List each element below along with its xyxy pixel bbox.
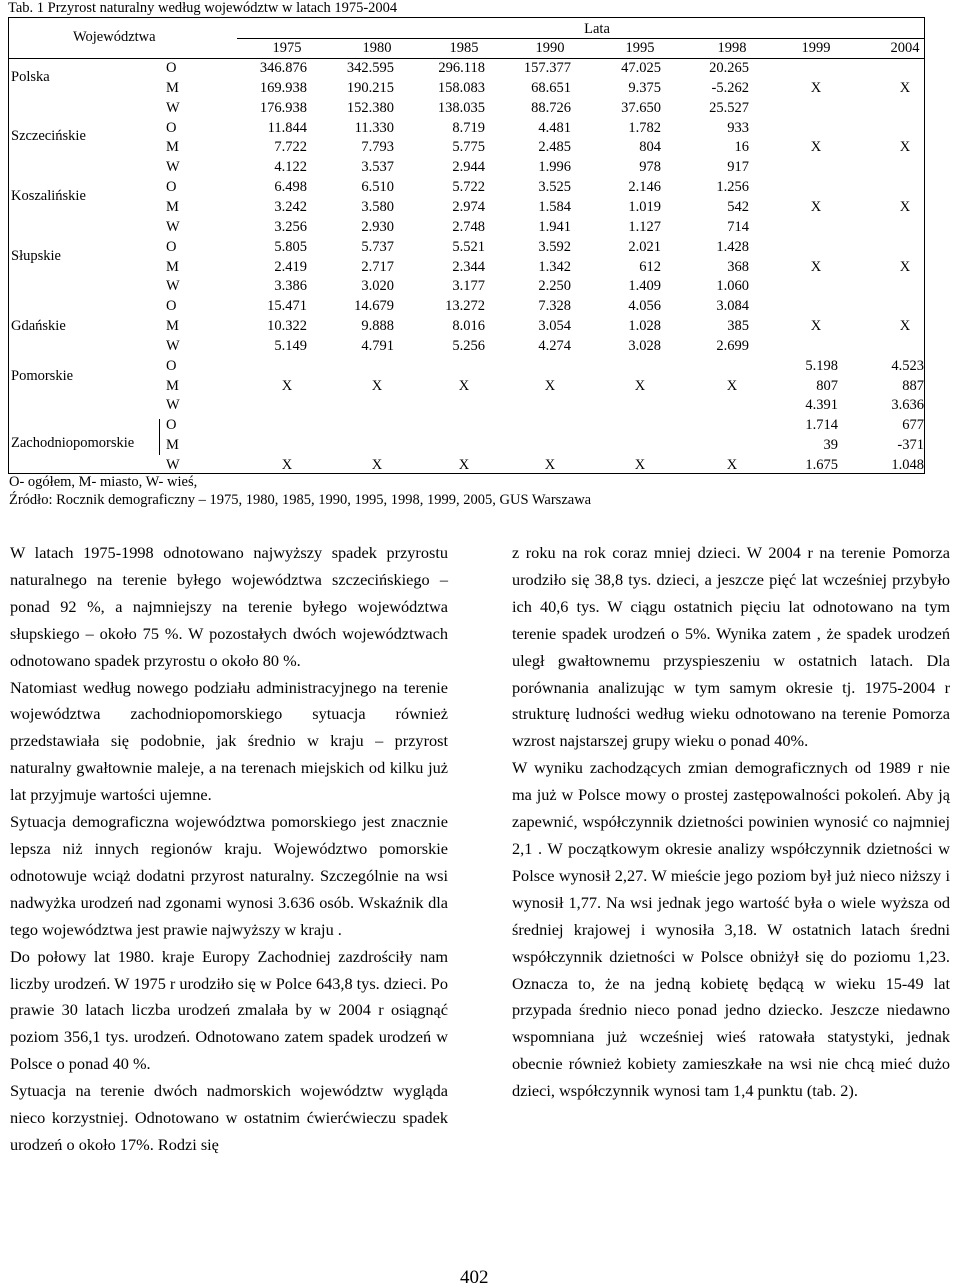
table-cell: 1.996 — [538, 159, 571, 176]
merged-x-mark: X — [810, 139, 822, 156]
region-name: Słupskie — [11, 247, 61, 264]
row-type-label: O — [166, 60, 177, 76]
table-cell: 3.028 — [628, 337, 661, 354]
table-cell: 16 — [734, 139, 749, 156]
table-cell: 3.525 — [538, 179, 571, 196]
row-type-label: W — [166, 99, 180, 116]
table-cell: 25.527 — [709, 99, 749, 116]
table-cell: 1.428 — [716, 238, 749, 255]
year-header: 1999 — [801, 40, 831, 56]
table-cell: 1.256 — [716, 179, 749, 196]
table-cell: 7.328 — [538, 298, 571, 315]
table-cell: 7.722 — [274, 139, 307, 156]
table-cell: 152.380 — [346, 99, 394, 116]
paragraph: Do połowy lat 1980. kraje Europy Zachodniej zazdrościły nam liczby urodzeń. W 1975 r urodziło się w Polce 643,8 tys. dzieci. Po prawie 30 latach liczba urodzeń zmalała by w 2004 r osiągnąć poziom 356,1 tys. urodzeń. Odnotowano zatem spadek urodzeń w Polsce o ponad 40 %. — [10, 946, 449, 1074]
right-text-column — [512, 540, 950, 1105]
table-cell: 5.198 — [805, 357, 838, 374]
name-column-divider — [159, 419, 160, 455]
table-cell: 8.016 — [452, 318, 485, 335]
table-cell: 4.122 — [274, 159, 307, 176]
table-cell: 47.025 — [621, 60, 661, 76]
table-cell: 4.056 — [628, 298, 661, 315]
corner-header: Województwa — [73, 29, 156, 45]
table-cell: 1.019 — [628, 198, 661, 215]
table-cell: 1.675 — [805, 457, 838, 473]
merged-x-mark: X — [726, 377, 738, 394]
table-cell: 8.719 — [452, 119, 485, 136]
table-cell: 169.938 — [259, 79, 307, 96]
paragraph: Natomiast według nowego podziału administracyjnego na terenie województwa zachodniopomorskiego sytuacja również przedstawiała się podobnie, jak średnio w kraju – przyrost naturalny gwałtownie maleje, a na terenach miejskich od kilku już lat przyjmuje wartości ujemne. — [10, 677, 448, 805]
table-cell: 5.805 — [274, 238, 307, 255]
row-type-label: M — [166, 198, 179, 215]
table-cell: 4.481 — [538, 119, 571, 136]
table-cell: 176.938 — [259, 99, 307, 116]
table-cell: 6.510 — [361, 179, 394, 196]
table-cell: 4.391 — [805, 397, 838, 414]
table-cell: 2.344 — [452, 258, 485, 275]
left-text-column — [10, 540, 448, 1159]
year-header: 2004 — [890, 40, 920, 56]
page-number: 402 — [460, 1267, 489, 1288]
header-bottom-border — [9, 58, 924, 59]
years-group-header: Lata — [584, 21, 610, 37]
table-cell: 2.021 — [628, 238, 661, 255]
table-cell: 14.679 — [354, 298, 394, 315]
table-cell: 68.651 — [531, 79, 571, 96]
table-cell: 3.386 — [274, 278, 307, 295]
row-type-label: W — [166, 278, 180, 295]
merged-x-mark: X — [810, 258, 822, 275]
table-cell: 11.844 — [267, 119, 307, 136]
merged-x-mark: X — [634, 377, 646, 394]
table-cell: 2.485 — [538, 139, 571, 156]
table-cell: 9.888 — [361, 318, 394, 335]
table-cell: 157.377 — [523, 60, 571, 76]
region-name: Pomorskie — [11, 367, 74, 384]
paragraph: W latach 1975-1998 odnotowano najwyższy spadek przyrostu naturalnego na terenie byłego województwa szczecińskiego – ponad 92 %, a najmniejszy na terenie byłego województwa słupskiego – około 75 %. W pozostałych dwóch województwach odnotowano spadek przyrostu o około 80 %. — [10, 543, 448, 670]
table-cell: 1.342 — [538, 258, 571, 275]
merged-x-mark: X — [899, 318, 911, 335]
region-name: Koszalińskie — [11, 188, 86, 205]
table-cell: 10.322 — [267, 318, 307, 335]
row-type-label: O — [166, 417, 177, 434]
table-cell: 342.595 — [346, 60, 394, 76]
year-header: 1995 — [625, 40, 655, 56]
table-cell: 4.274 — [538, 337, 571, 354]
row-type-label: W — [166, 337, 180, 354]
table-cell: 13.272 — [445, 298, 485, 315]
table-cell: 1.028 — [628, 318, 661, 335]
table-cell: 612 — [639, 258, 661, 275]
source-note: Źródło: Rocznik demograficzny – 1975, 1980, 1985, 1990, 1995, 1998, 1999, 2005, GUS Warszawa — [9, 492, 592, 508]
table-cell: 3.054 — [538, 318, 571, 335]
row-type-label: M — [166, 79, 179, 96]
table-cell: 5.521 — [452, 238, 485, 255]
merged-x-mark: X — [899, 258, 911, 275]
table-cell: 2.419 — [274, 258, 307, 275]
row-type-label: W — [166, 159, 180, 176]
table-cell: 368 — [727, 258, 749, 275]
table-cell: 3.256 — [274, 218, 307, 235]
merged-x-mark: X — [458, 457, 470, 473]
table-cell: 15.471 — [267, 298, 307, 315]
table-cell: 5.737 — [361, 238, 394, 255]
table-cell: 3.084 — [716, 298, 749, 315]
table-cell: 9.375 — [628, 79, 661, 96]
row-type-label: M — [166, 258, 179, 275]
year-header: 1985 — [449, 40, 479, 56]
table-cell: 677 — [902, 417, 924, 434]
table-cell: -5.262 — [711, 79, 749, 96]
table-cell: 3.242 — [274, 198, 307, 215]
merged-x-mark: X — [544, 457, 556, 473]
table-cell: 2.944 — [452, 159, 485, 176]
paragraph: z roku na rok coraz mniej dzieci. W 2004 r na terenie Pomorza urodziło się 38,8 tys. dzieci, a jeszcze pięć lat wcześniej przybyło ich 40,6 tys. W ciągu ostatnich pięciu lat odnotowano na tym terenie spadek urodzeń o 5%. Wynika zatem , że spadek urodzeń uległ gwałtownemu przyspieszeniu w ostatnich latach. Dla porównania analizując w tym samym okresie tj. 1975-2004 r strukturę ludności według wieku odnotowano na terenie Pomorza wzrost najstarszej grupy wieku o ponad 40%. — [512, 543, 950, 751]
merged-x-mark: X — [458, 377, 470, 394]
year-header: 1975 — [272, 40, 302, 56]
year-header: 1980 — [362, 40, 392, 56]
row-type-label: O — [166, 179, 177, 196]
merged-x-mark: X — [281, 377, 293, 394]
table-cell: 4.523 — [891, 357, 924, 374]
table-cell: 1.584 — [538, 198, 571, 215]
region-name: Polska — [11, 68, 50, 85]
merged-x-mark: X — [726, 457, 738, 473]
merged-x-mark: X — [544, 377, 556, 394]
table-cell: 1.714 — [805, 417, 838, 434]
legend-note: O- ogółem, M- miasto, W- wieś, — [9, 474, 198, 490]
row-type-label: M — [166, 377, 179, 394]
table-cell: 138.035 — [437, 99, 485, 116]
merged-x-mark: X — [810, 79, 822, 96]
table-cell: 1.127 — [628, 218, 661, 235]
table-cell: 2.146 — [628, 179, 661, 196]
row-type-label: W — [166, 218, 180, 235]
table-cell: 39 — [823, 437, 838, 454]
table-cell: 4.791 — [361, 337, 394, 354]
table-cell: 887 — [902, 377, 924, 394]
row-type-label: W — [166, 457, 180, 473]
population-growth-table — [8, 17, 925, 474]
table-cell: 20.265 — [709, 60, 749, 76]
year-header: 1990 — [535, 40, 565, 56]
table-cell: 1.048 — [891, 457, 924, 473]
table-caption: Tab. 1 Przyrost naturalny według województw w latach 1975-2004 — [8, 0, 398, 16]
merged-x-mark: X — [810, 318, 822, 335]
paragraph: W wyniku zachodzących zmian demograficznych od 1989 r nie ma już w Polsce mowy o prostej zastępowalności pokoleń. Aby ją zapewnić, współczynnik dzietności powinien wynosić co najmniej 2,1 . W początkowym okresie analizy współczynnik dzietności w Polsce wynosił 2,27. W mieście jego poziom był już nieco niższy i wynosił 1,77. Na wsi jednak jego wartość była o wiele wyższa od średniej krajowej i wynosiła 3,18. W ostatnich latach średni współczynnik dzietności w Polsce obniżył się do poziomu 1,23. Oznacza to, że na jedną kobietę będącą w wieku 15-49 lat przypada średnio nieco ponad jedno dziecko. Jeszcze niedawno wspomniana już wcześniej wieś ratowała statystyki, jednak obecnie również kobiety zamieszkałe na wsi nie chcą mieć dużo dzieci, współczynnik wynosi tam 1,4 punktu (tab. 2). — [512, 758, 950, 1101]
table-cell: 5.149 — [274, 337, 307, 354]
table-cell: 11.330 — [354, 119, 394, 136]
table-cell: 933 — [727, 119, 749, 136]
merged-x-mark: X — [634, 457, 646, 473]
table-cell: 1.409 — [628, 278, 661, 295]
table-cell: 2.974 — [452, 198, 485, 215]
table-cell: 542 — [727, 198, 749, 215]
region-name: Zachodniopomorskie — [11, 435, 135, 452]
row-type-label: M — [166, 437, 179, 454]
table-cell: 2.717 — [361, 258, 394, 275]
table-cell: 7.793 — [361, 139, 394, 156]
row-type-label: O — [166, 357, 177, 374]
table-cell: 1.941 — [538, 218, 571, 235]
row-type-label: M — [166, 318, 179, 335]
table-cell: 3.580 — [361, 198, 394, 215]
table-cell: 296.118 — [438, 60, 485, 76]
table-cell: 2.250 — [538, 278, 571, 295]
region-name: Gdańskie — [11, 318, 66, 335]
row-type-label: O — [166, 298, 177, 315]
table-cell: 2.748 — [452, 218, 485, 235]
table-cell: 807 — [816, 377, 838, 394]
table-cell: 2.699 — [716, 337, 749, 354]
table-cell: 2.930 — [361, 218, 394, 235]
table-cell: 158.083 — [437, 79, 485, 96]
table-cell: 3.592 — [538, 238, 571, 255]
paragraph: Sytuacja na terenie dwóch nadmorskich województw wygląda nieco korzystniej. Odnotowano w ostatnim ćwierćwieczu spadek urodzeń o około 17%. Rodzi się — [10, 1081, 448, 1154]
table-cell: 5.775 — [452, 139, 485, 156]
merged-x-mark: X — [810, 198, 822, 215]
table-cell: 5.256 — [452, 337, 485, 354]
header-divider — [237, 38, 924, 39]
table-cell: 346.876 — [259, 60, 307, 76]
table-cell: 190.215 — [346, 79, 394, 96]
merged-x-mark: X — [899, 139, 911, 156]
year-header: 1998 — [717, 40, 747, 56]
table-cell: 714 — [727, 218, 749, 235]
table-cell: 3.537 — [361, 159, 394, 176]
merged-x-mark: X — [899, 198, 911, 215]
merged-x-mark: X — [371, 377, 383, 394]
table-cell: 6.498 — [274, 179, 307, 196]
table-cell: 3.020 — [361, 278, 394, 295]
row-type-label: M — [166, 139, 179, 156]
table-cell: 1.782 — [628, 119, 661, 136]
row-type-label: O — [166, 119, 177, 136]
table-cell: 5.722 — [452, 179, 485, 196]
table-cell: 88.726 — [531, 99, 571, 116]
table-cell: 978 — [639, 159, 661, 176]
row-type-label: O — [166, 238, 177, 255]
table-cell: 917 — [727, 159, 749, 176]
table-cell: -371 — [897, 437, 924, 454]
table-cell: 385 — [727, 318, 749, 335]
table-cell: 804 — [639, 139, 661, 156]
row-type-label: W — [166, 397, 180, 414]
table-cell: 1.060 — [716, 278, 749, 295]
table-cell: 37.650 — [621, 99, 661, 116]
merged-x-mark: X — [281, 457, 293, 473]
merged-x-mark: X — [371, 457, 383, 473]
region-name: Szczecińskie — [11, 128, 86, 145]
table-cell: 3.636 — [891, 397, 924, 414]
paragraph: Sytuacja demograficzna województwa pomorskiego jest znacznie lepsza niż innych regionów kraju. Województwo pomorskie odnotowuje wciąż dodatni przyrost naturalny. Szczególnie na wsi nadwyżka urodzeń nad zgonami wynosi 3.636 osób. Wskaźnik dla tego województwa jest prawie najwyższy w kraju . — [10, 812, 448, 939]
table-cell: 3.177 — [452, 278, 485, 295]
merged-x-mark: X — [899, 79, 911, 96]
